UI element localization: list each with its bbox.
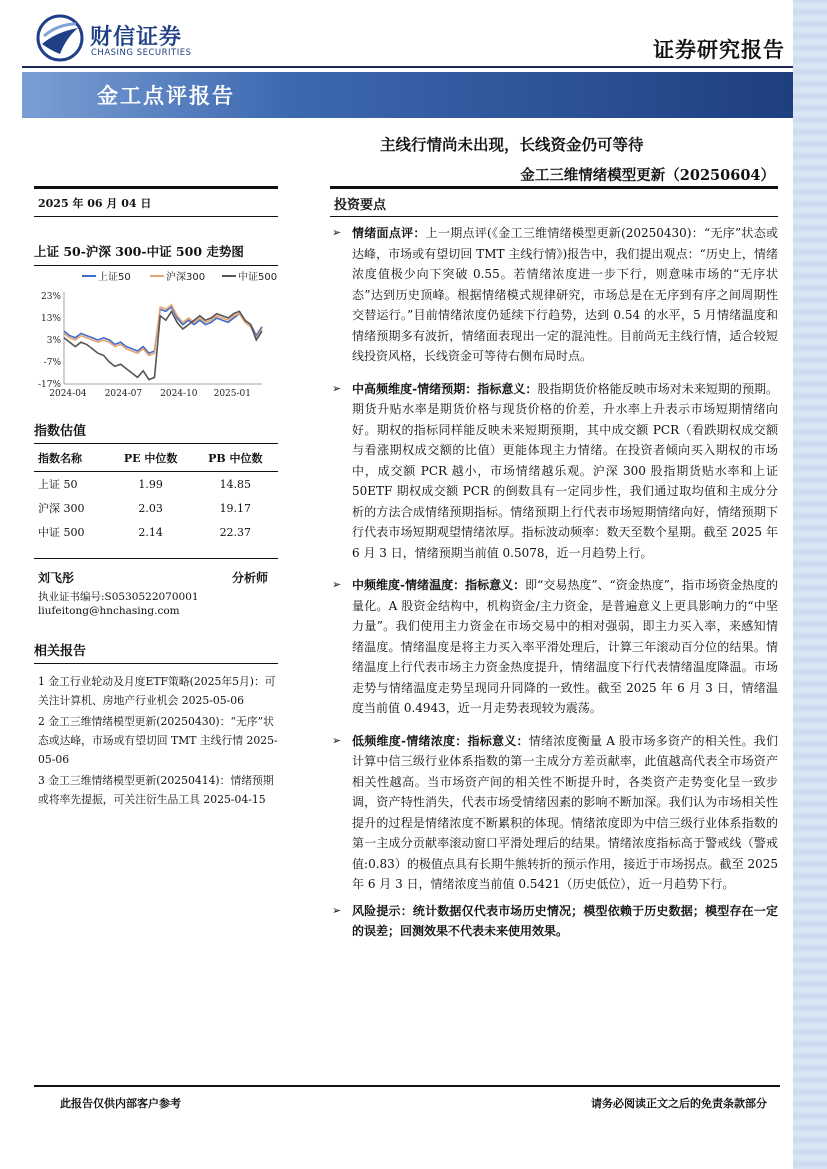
decorative-right-stripe (793, 0, 827, 1169)
table-cell: 14.85 (219, 477, 252, 491)
bullet-risk (330, 901, 778, 942)
footer-note: 此报告仅供内部客户参考 (60, 1097, 181, 1110)
related-report-item[interactable]: 2 金工三维情绪模型更新(20250430)：“无序”状态或达峰，市场或有望切回 TMT 主线行情 2025-05-06 (38, 715, 278, 766)
logo-company-name-en: CHASING SECURITIES (91, 48, 192, 58)
trend-chart-svg (34, 266, 278, 406)
footer-divider (34, 1085, 780, 1087)
risk-lead: 风险提示： (352, 903, 413, 918)
valuation-title: 指数估值 (34, 424, 87, 439)
left-sidebar (34, 186, 278, 811)
table-row (34, 472, 278, 497)
arrow-bullet-icon: ➢ (332, 903, 342, 917)
bullet-sentiment-expectation (330, 379, 778, 564)
legend-label: 上证50 (98, 272, 131, 283)
analyst-role: 分析师 (231, 571, 268, 585)
x-tick-label: 2024-04 (49, 389, 87, 399)
bullet-text: 即“交易热度”、“资金热度”，指市场资金热度的量化。A 股资金结构中，机构资金/主力资金，是普遍意义上更具影响力的“中坚力量”。我们使用主力资金在市场交易中的相对强弱，即主力买入率，来感知情绪温度。情绪温度是将主力买入率平滑处理后，计算三年滚动百分位的结果。情绪温度上行代表市场主力资金热度提升，情绪温度下行代表情绪温度降温。市场走势与情绪温度走势呈现同升同降的一致性。截至 2025 年 6 月 3 日，情绪温度当前值 0.4943，近一月走势表现较为震荡。 (352, 578, 778, 715)
table-cell: 中证 500 (38, 526, 85, 539)
related-report-item[interactable]: 3 金工三维情绪模型更新(20250414)：情绪预期或将率先提振，可关注衍生品工具 2025-04-15 (38, 774, 274, 806)
table-cell: 2.14 (138, 525, 163, 539)
analyst-cert: 执业证书编号:S0530522070001 (38, 591, 199, 603)
arrow-bullet-icon: ➢ (332, 381, 342, 395)
table-header-row (34, 444, 278, 472)
column-header: PE 中位数 (109, 444, 193, 472)
valuation-table (34, 444, 278, 544)
header-divider (22, 66, 793, 68)
bullet-lead: 情绪面点评： (352, 226, 426, 240)
table-cell: 2.03 (138, 501, 163, 515)
bullet-text: 情绪浓度衡量 A 股市场多资产的相关性。我们计算中信三级行业体系指数的第一主成分方差贡献率，此值越高代表全市场资产相关性越高。当市场资产间的相关性不断提升时，各类资产走势变化呈一致步调，资产特性消失，代表市场受情绪因素的影响不断加深。我们认为市场相关性提升的过程是情绪浓度不断累积的体现。情绪浓度即为中信三级行业体系指数的第一主成分贡献率滚动窗口平滑处理后的结果。情绪浓度指标高于警戒线（警戒值:0.83）的极值点具有长期牛熊转折的预示作用，接近于市场拐点。截至 2025 年 6 月 3 日，情绪浓度当前值 0.5421（历史低位），近一月趋势下行。 (352, 733, 778, 891)
bullet-lead: 低频维度-情绪浓度：指标意义： (352, 733, 529, 748)
arrow-bullet-icon: ➢ (332, 578, 342, 591)
bullet-lead: 中频维度-情绪温度：指标意义： (352, 578, 526, 592)
bullet-text: 股指期货价格能反映市场对未来短期的预期。期货升贴水率是期货价格与现货价格的价差，升水率上升表示市场短期情绪向好。期权的指标同样能反映未来短期预期，其中成交额 PCR（看跌期权成交额与看涨期权成交额的比值）更能体现主力情绪。在投资者倾向买入期权的市场中，成交额 PCR 越小，市场情绪越乐观。沪深 300 股指期货贴水率和上证 50ETF 期权成交额 PCR 的倒数具有一定同步性，我们通过取均值和主成分分析的方法合成情绪预期指标。情绪预期上行代表市场短期情绪向好，情绪预期下行代表市场短期观望情绪浓厚。指标波动频率：数天至数个星期。截至 2025 年 6 月 3 日，情绪预期当前值 0.5078，近一月趋势上行。 (352, 381, 778, 560)
bullet-sentiment-concentration (330, 731, 778, 895)
bullet-text: 上一期点评(《金工三维情绪模型更新(20250430)：“无序”状态或达峰，市场或有望切回 TMT 主线行情》)报告中，我们提出观点：“历史上，情绪浓度值极少向下突破 0.55。若情绪浓度进一步下行，则意味市场的“无序状态”达到历史顶峰。根据情绪模式规律研究，市场总是在无序到有序之间周期性交替运行。”目前情绪浓度仍延续下行趋势，达到 0.54 的水平，5 月情绪温度和情绪预期多有波折，情绪面表现出一定的混沌性。目前尚无主线行情，适合较短线投资风格，长线资金可等待右侧布局时点。 (352, 226, 778, 363)
logo-company-name: 财信证券 (90, 25, 183, 50)
bullet-sentiment-temperature (330, 575, 778, 719)
logo-mark-icon (36, 14, 84, 62)
y-tick-label: 23% (40, 292, 61, 302)
y-tick-label: 13% (40, 314, 61, 324)
series-line (64, 305, 262, 356)
report-subtitle: 金工三维情绪模型更新（20250604） (520, 167, 775, 184)
index-trend-chart (34, 266, 278, 406)
legend-label: 中证500 (238, 272, 278, 283)
report-banner (22, 72, 793, 118)
report-date: 2025 年 06 月 04 日 (38, 197, 152, 210)
chart-title: 上证 50-沪深 300-中证 500 走势图 (34, 244, 244, 259)
table-cell: 22.37 (219, 525, 252, 539)
column-header: PB 中位数 (193, 444, 278, 472)
column-header: 指数名称 (34, 444, 109, 472)
divider (330, 216, 778, 217)
related-reports (34, 664, 278, 809)
y-tick-label: -17% (37, 380, 61, 390)
x-tick-label: 2025-01 (213, 389, 252, 399)
x-tick-label: 2024-10 (160, 389, 198, 399)
analyst-row (34, 559, 278, 590)
risk-text: 统计数据仅代表市场历史情况；模型依赖于历史数据；模型存在一定的误差；回测效果不代表未来使用效果。 (352, 903, 778, 938)
x-tick-label: 2024-07 (104, 389, 143, 399)
table-cell: 19.17 (219, 501, 252, 515)
series-line (64, 311, 262, 379)
company-logo (36, 14, 206, 62)
footer-disclaimer: 请务必阅读正文之后的免责条款部分 (591, 1097, 767, 1110)
y-tick-label: -7% (43, 358, 61, 368)
legend-label: 沪深300 (166, 272, 206, 283)
bullet-lead: 中高频维度-情绪预期：指标意义： (352, 381, 538, 396)
report-title: 主线行情尚未出现，长线资金仍可等待 (380, 135, 644, 154)
arrow-bullet-icon: ➢ (332, 226, 342, 239)
report-type: 证券研究报告 (653, 37, 785, 62)
y-tick-label: 3% (46, 336, 61, 346)
main-content (330, 186, 778, 942)
analyst-name: 刘飞彤 (38, 571, 75, 585)
table-cell: 上证 50 (38, 478, 78, 491)
related-title: 相关报告 (34, 644, 87, 659)
banner-label: 金工点评报告 (97, 83, 235, 108)
table-row (34, 520, 278, 544)
table-cell: 沪深 300 (38, 502, 85, 515)
section-title: 投资要点 (334, 198, 387, 213)
table-row (34, 496, 278, 520)
analyst-email[interactable]: liufeitong@hnchasing.com (38, 605, 180, 617)
table-cell: 1.99 (138, 477, 163, 491)
related-report-item[interactable]: 1 金工行业轮动及月度ETF策略(2025年5月)：可关注计算机、房地产行业机会 2025-05-06 (38, 675, 276, 707)
bullet-sentiment-review (330, 223, 778, 367)
arrow-bullet-icon: ➢ (332, 733, 342, 747)
